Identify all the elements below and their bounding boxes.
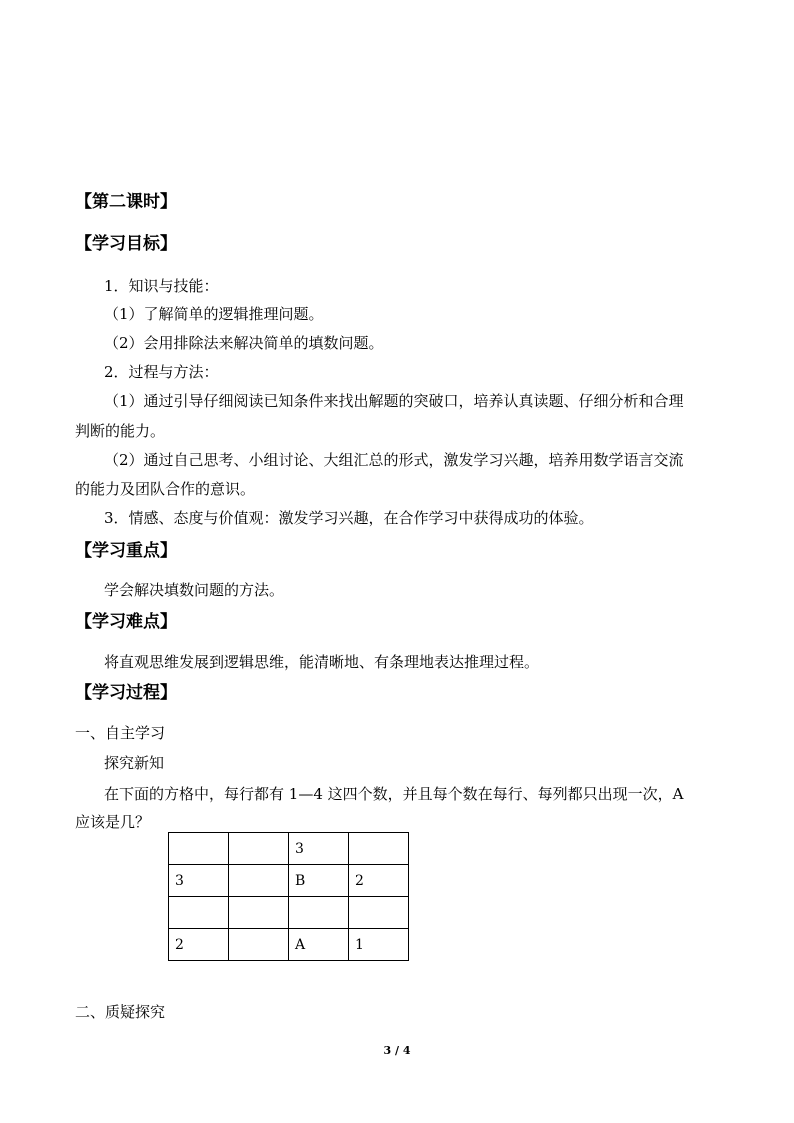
objective-item-1-sub-1: （1）了解简单的逻辑推理问题。 [104, 305, 324, 323]
grid-cell: B [289, 865, 349, 897]
grid-cell [229, 897, 289, 929]
grid-cell: 1 [349, 929, 409, 961]
page-number: 3 / 4 [383, 1044, 411, 1057]
objective-item-2-sub-2-line-2: 的能力及团队合作的意识。 [75, 480, 256, 498]
grid-cell [349, 897, 409, 929]
objective-item-2: 2．过程与方法： [104, 363, 219, 381]
section-1-subheading: 探究新知 [104, 754, 165, 772]
grid-cell [289, 897, 349, 929]
grid-cell [169, 833, 229, 865]
grid-cell [229, 833, 289, 865]
objective-item-2-sub-1-line-2: 判断的能力。 [75, 422, 166, 440]
objective-item-3: 3．情感、态度与价值观：激发学习兴趣，在合作学习中获得成功的体验。 [104, 509, 594, 527]
process-heading: 【学习过程】 [75, 683, 177, 703]
section-1-heading: 一、自主学习 [75, 724, 166, 742]
grid-cell: 2 [349, 865, 409, 897]
lesson-title: 【第二课时】 [75, 192, 177, 212]
grid-cell [229, 929, 289, 961]
grid-row [169, 929, 409, 961]
section-2-heading: 二、质疑探究 [75, 1003, 166, 1021]
grid-cell: 2 [169, 929, 229, 961]
grid-cell [169, 897, 229, 929]
objective-item-1-sub-2: （2）会用排除法来解决简单的填数问题。 [104, 334, 384, 352]
key-points-heading: 【学习重点】 [75, 541, 177, 561]
grid-cell [349, 833, 409, 865]
grid-cell: 3 [289, 833, 349, 865]
problem-text-line-1: 在下面的方格中，每行都有 1—4 这四个数，并且每个数在每行、每列都只出现一次，A [104, 785, 684, 803]
key-points-text: 学会解决填数问题的方法。 [104, 581, 285, 599]
problem-text-line-2: 应该是几？ [75, 813, 151, 831]
objectives-heading: 【学习目标】 [75, 234, 177, 254]
objective-item-2-sub-2-line-1: （2）通过自己思考、小组讨论、大组汇总的形式，激发学习兴趣，培养用数学语言交流 [104, 451, 684, 469]
difficulties-heading: 【学习难点】 [75, 612, 177, 632]
number-grid [168, 832, 409, 961]
grid-row [169, 833, 409, 865]
objective-item-1: 1．知识与技能： [104, 277, 219, 295]
difficulties-text: 将直观思维发展到逻辑思维，能清晰地、有条理地表达推理过程。 [104, 653, 540, 671]
grid-cell: 3 [169, 865, 229, 897]
objective-item-2-sub-1-line-1: （1）通过引导仔细阅读已知条件来找出解题的突破口，培养认真读题、仔细分析和合理 [104, 392, 684, 410]
grid-cell [229, 865, 289, 897]
grid-cell: A [289, 929, 349, 961]
grid-row [169, 897, 409, 929]
grid-row [169, 865, 409, 897]
